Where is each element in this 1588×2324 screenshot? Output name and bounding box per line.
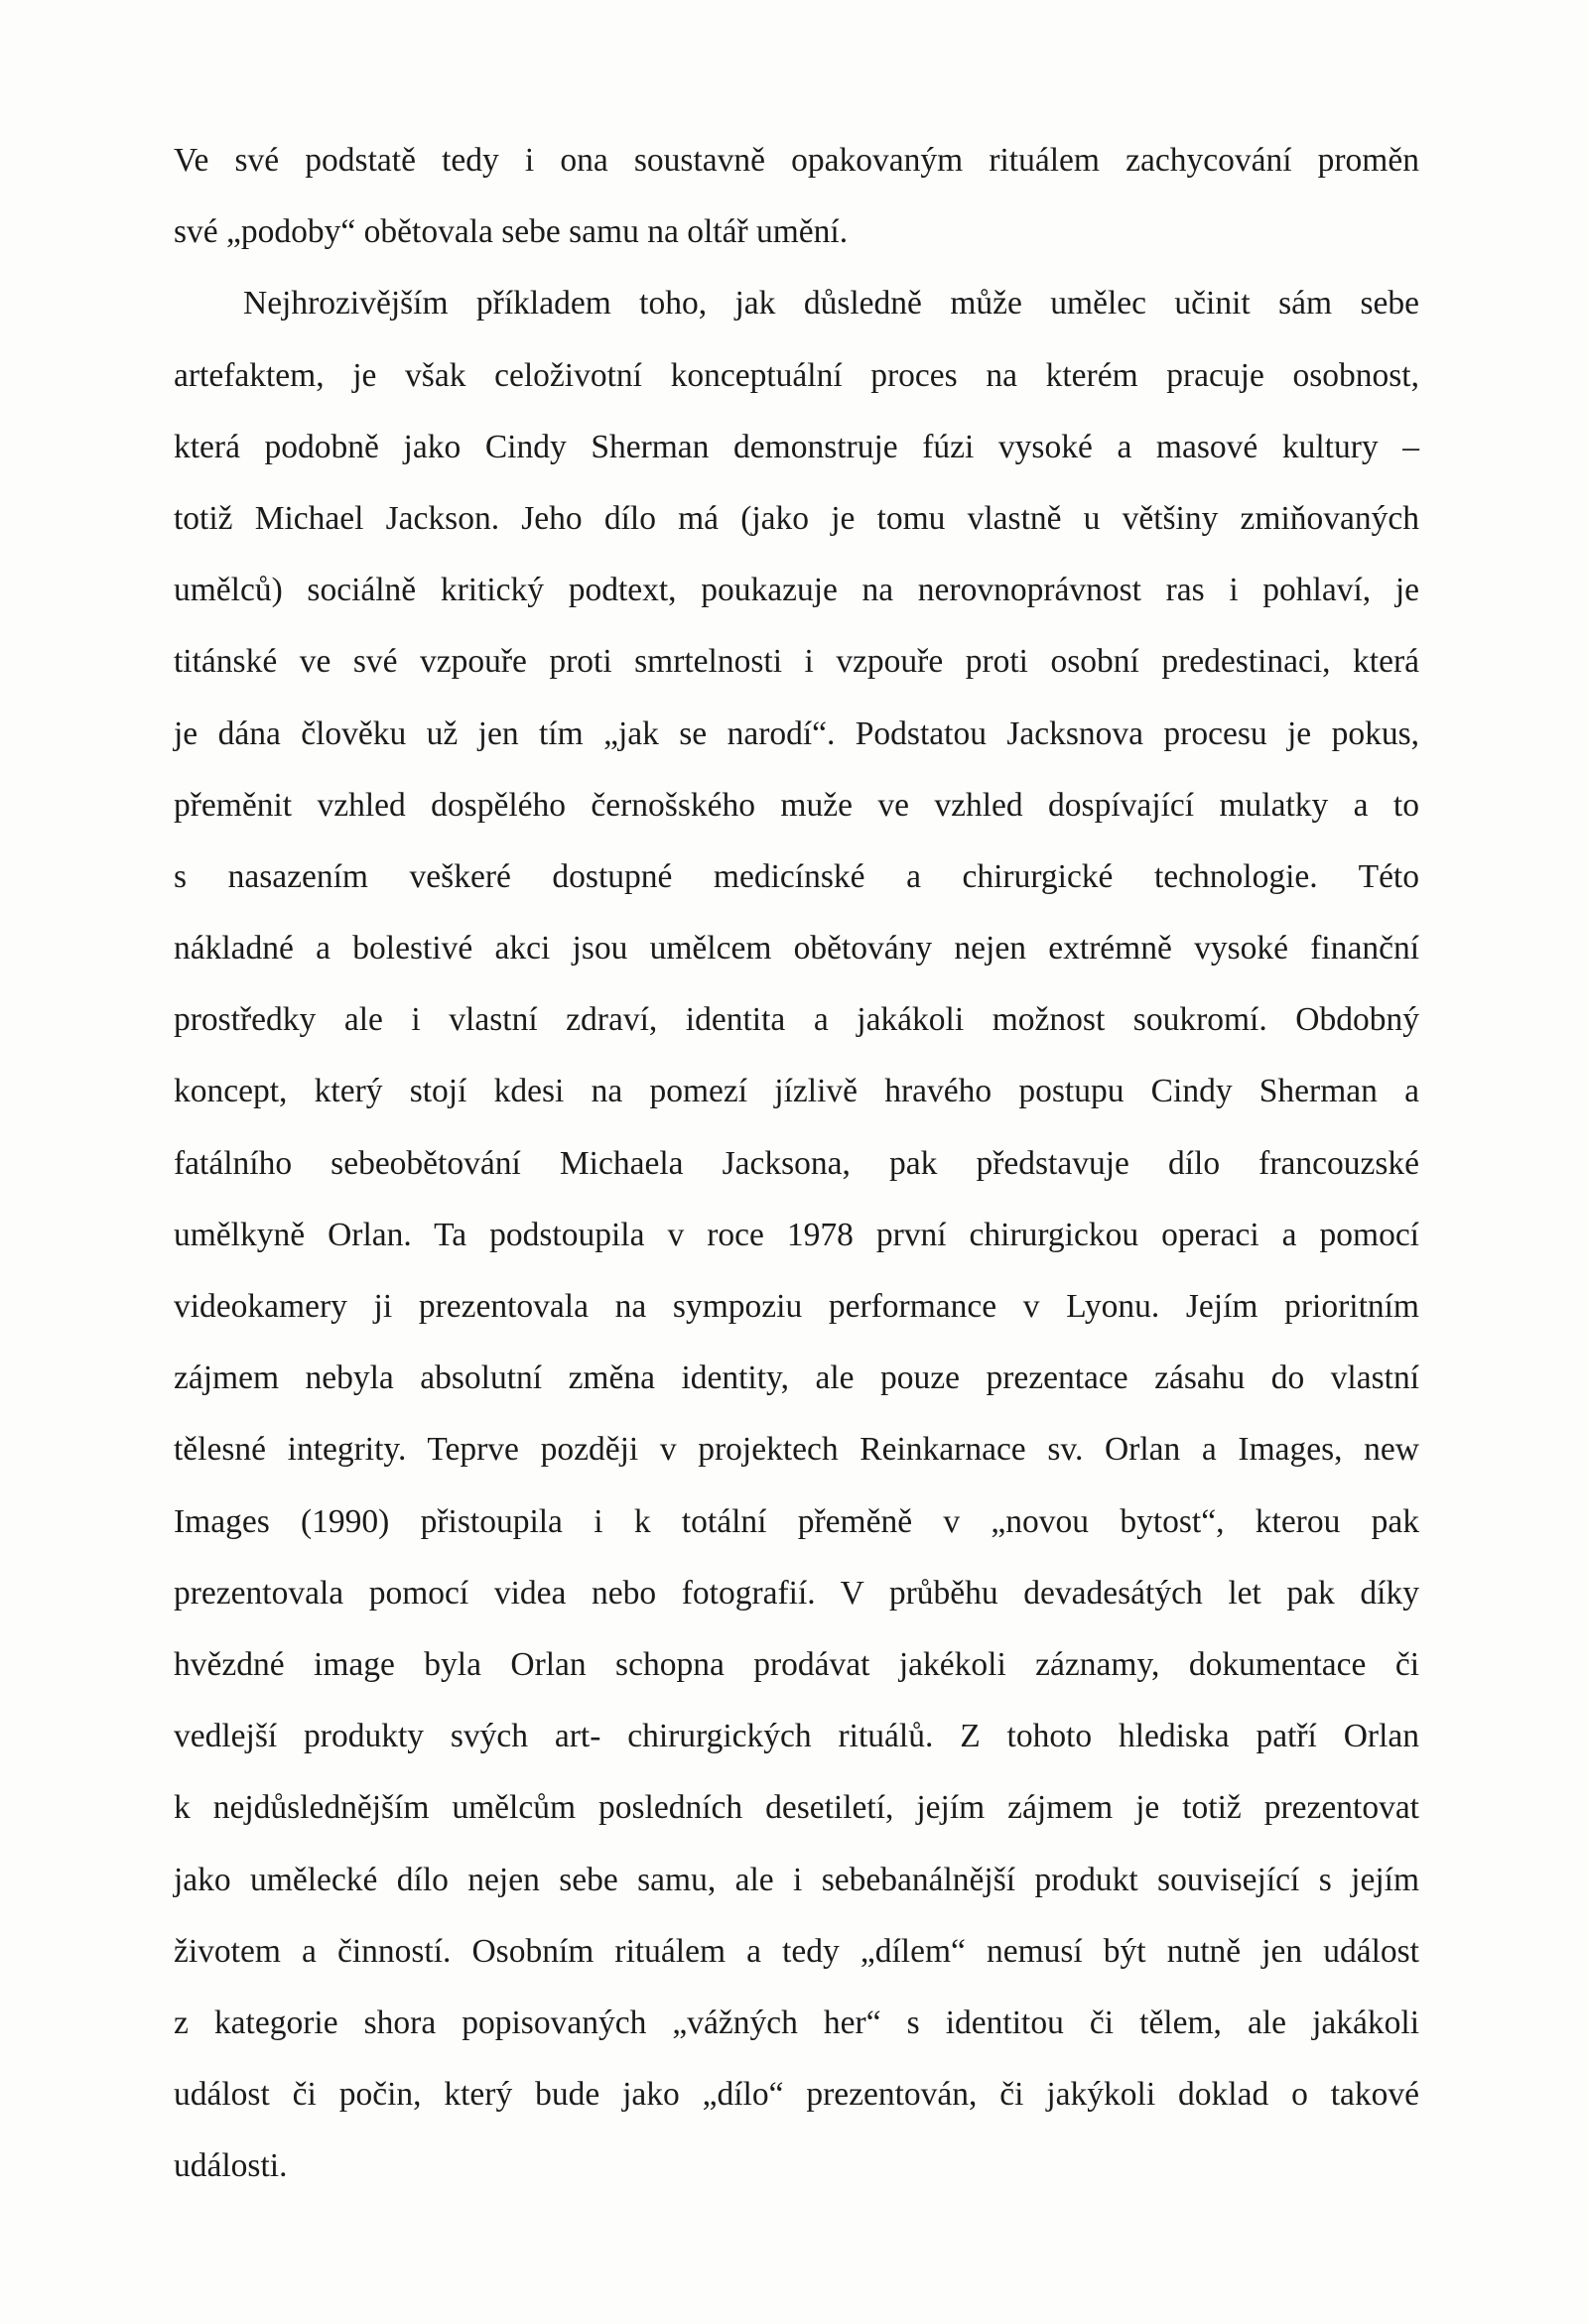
text-line: zájmem nebyla absolutní změna identity, ale pouze prezentace zásahu do vlastní <box>174 1359 1419 1397</box>
text-line: k nejdůslednějším umělcům posledních desetiletí, jejím zájmem je totiž prezentovat <box>174 1789 1419 1827</box>
text-line: z kategorie shora popisovaných „vážných her“ s identitou či tělem, ale jakákoli <box>174 2003 1419 2041</box>
text-line: s nasazením veškeré dostupné medicínské a chirurgické technologie. Této <box>174 857 1419 895</box>
text-line: je dána člověku už jen tím „jak se narodí“. Podstatou Jacksnova procesu je pokus, <box>174 714 1419 752</box>
text-line: přeměnit vzhled dospělého černošského muže ve vzhled dospívající mulatky a to <box>174 786 1419 824</box>
text-line: tělesné integrity. Teprve později v projektech Reinkarnace sv. Orlan a Images, new <box>174 1431 1419 1469</box>
text-line: nákladné a bolestivé akci jsou umělcem obětovány nejen extrémně vysoké finanční <box>174 930 1419 968</box>
text-line: artefaktem, je však celoživotní konceptuální proces na kterém pracuje osobnost, <box>174 356 1419 394</box>
text-line: prezentovala pomocí videa nebo fotografií. V průběhu devadesátých let pak díky <box>174 1574 1419 1612</box>
text-line: totiž Michael Jackson. Jeho dílo má (jako je tomu vlastně u většiny zmiňovaných <box>174 499 1419 537</box>
text-line: videokamery ji prezentovala na sympoziu performance v Lyonu. Jejím prioritním <box>174 1288 1419 1325</box>
body-text <box>174 136 1419 2213</box>
text-line: události. <box>174 2147 288 2185</box>
text-line: životem a činností. Osobním rituálem a tedy „dílem“ nemusí být nutně jen událost <box>174 1932 1419 1970</box>
text-line: umělců) sociálně kritický podtext, poukazuje na nerovnoprávnost ras i pohlaví, je <box>174 572 1419 609</box>
text-line: umělkyně Orlan. Ta podstoupila v roce 1978 první chirurgickou operaci a pomocí <box>174 1216 1419 1253</box>
text-line: prostředky ale i vlastní zdraví, identita a jakákoli možnost soukromí. Obdobný <box>174 1001 1419 1039</box>
text-line: jako umělecké dílo nejen sebe samu, ale i sebebanálnější produkt související s jejím <box>174 1861 1419 1898</box>
text-line: koncept, který stojí kdesi na pomezí jízlivě hravého postupu Cindy Sherman a <box>174 1073 1419 1110</box>
text-line: fatálního sebeobětování Michaela Jacksona, pak představuje dílo francouzské <box>174 1144 1419 1182</box>
text-line: své „podoby“ obětovala sebe samu na oltář umění. <box>174 213 849 251</box>
text-line: hvězdné image byla Orlan schopna prodávat jakékoli záznamy, dokumentace či <box>174 1645 1419 1683</box>
text-line: Images (1990) přistoupila i k totální přeměně v „novou bytost“, kterou pak <box>174 1502 1419 1540</box>
text-line: titánské ve své vzpouře proti smrtelnosti i vzpouře proti osobní predestinaci, která <box>174 643 1419 681</box>
paragraph-first-line: Nejhrozivějším příkladem toho, jak důsledně může umělec učinit sám sebe <box>243 285 1419 323</box>
text-line: která podobně jako Cindy Sherman demonstruje fúzi vysoké a masové kultury – <box>174 428 1419 465</box>
text-line: Ve své podstatě tedy i ona soustavně opakovaným rituálem zachycování proměn <box>174 142 1419 179</box>
text-line: událost či počin, který bude jako „dílo“ prezentován, či jakýkoli doklad o takové <box>174 2076 1419 2114</box>
text-line: vedlejší produkty svých art- chirurgických rituálů. Z tohoto hlediska patří Orlan <box>174 1718 1419 1755</box>
